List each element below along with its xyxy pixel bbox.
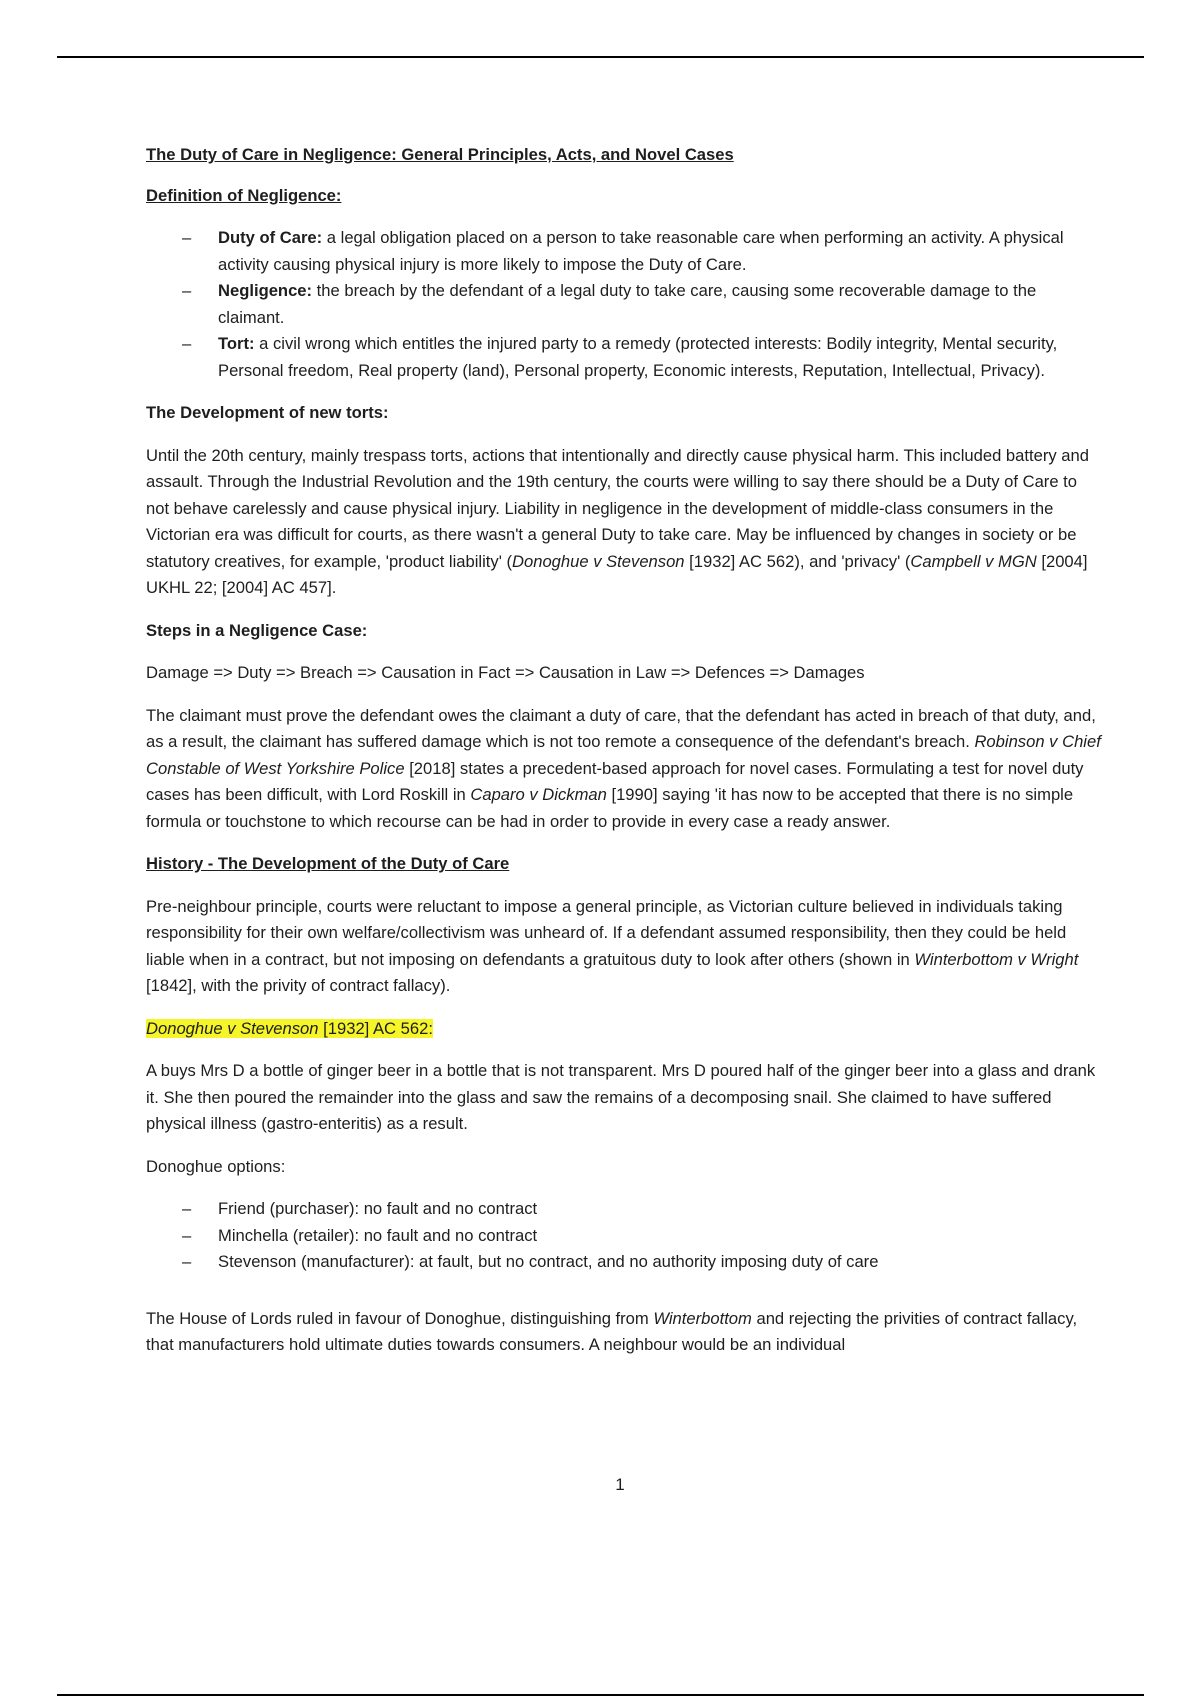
development-heading: The Development of new torts: (146, 403, 389, 422)
text-run: Pre-neighbour principle, courts were reluctant to impose a general principle, as Victorian culture believed in individuals taking responsibility for their own welfare/collectivism was unheard of. If a defendant assumed responsibility, then they could be held liable when in a contract, but not imposing on defendants a gratuitous duty to look after others (shown in (146, 896, 1067, 969)
case-citation: [1932] AC 562: (318, 1018, 433, 1038)
dash-bullet: – (182, 281, 192, 300)
development-paragraph (146, 443, 1101, 602)
definition-term: Tort: (218, 334, 255, 353)
options-heading: Donoghue options: (146, 1156, 286, 1176)
option-text: Stevenson (manufacturer): at fault, but no contract, and no authority imposing duty of care (218, 1252, 879, 1271)
dash-bullet: – (182, 334, 192, 353)
list-item (146, 1196, 1101, 1223)
dash-bullet: – (182, 1225, 192, 1245)
text-run: [2004] UKHL 22; [2004] AC 457]. (146, 551, 1088, 597)
page-number: 1 (615, 1475, 625, 1494)
text-run: and rejecting the privities of contract fallacy, that manufacturers hold ultimate duties towards consumers. A neighbour would be an individual (146, 1308, 1078, 1354)
steps-heading: Steps in a Negligence Case: (146, 620, 368, 640)
definition-term: Negligence: (218, 281, 313, 300)
header-rule (57, 56, 1144, 58)
definition-text: a civil wrong which entitles the injured party to a remedy (protected interests: Bodily integrity, Mental security, Personal freedom, Real property (land), Personal property, Economic interests, Reputation, Intellectual, Privacy). (218, 334, 1058, 380)
options-list (146, 1196, 1101, 1276)
definition-text: a legal obligation placed on a person to take reasonable care when performing an activity. A physical activity causing physical injury is more likely to impose the Duty of Care. (218, 228, 1064, 274)
dash-bullet: – (182, 228, 192, 247)
document-body (146, 142, 1101, 1375)
history-paragraph (146, 894, 1101, 1000)
case-name: Campbell v MGN (910, 551, 1037, 571)
definition-text: the breach by the defendant of a legal duty to take care, causing some recoverable damage to the claimant. (218, 281, 1037, 327)
footer-rule (57, 1694, 1144, 1696)
option-text: Friend (purchaser): no fault and no contract (218, 1199, 538, 1218)
dash-bullet: – (182, 1199, 192, 1218)
definition-heading: Definition of Negligence: (146, 185, 342, 205)
text-run: [1842], with the privity of contract fallacy). (146, 976, 451, 995)
facts-paragraph: A buys Mrs D a bottle of ginger beer in a bottle that is not transparent. Mrs D poured half of the ginger beer into a glass and drank it. She then poured the remainder into the glass and saw the remains of a decomposing snail. She claimed to have suffered physical illness (gastro-enteritis) as a result. (146, 1061, 1096, 1133)
text-run: [1990] saying 'it has now to be accepted that there is no simple formula or touchstone to which recourse can be had in order to provide in every case a ready answer. (146, 785, 1074, 831)
claimant-paragraph (146, 703, 1101, 836)
text-run: [1932] AC 562), and 'privacy' ( (684, 551, 911, 571)
case-name: Caparo v Dickman (470, 785, 607, 804)
list-item (146, 225, 1101, 278)
donoghue-heading (146, 1016, 1101, 1043)
ruling-paragraph (146, 1306, 1101, 1359)
list-item (146, 1249, 1101, 1276)
history-heading: History - The Development of the Duty of Care (146, 854, 510, 873)
steps-line: Damage => Duty => Breach => Causation in Fact => Causation in Law => Defences => Damages (146, 663, 865, 682)
option-text: Minchella (retailer): no fault and no contract (218, 1225, 538, 1245)
case-name: Donoghue v Stevenson (512, 551, 685, 571)
case-name: Winterbottom v Wright (914, 949, 1079, 969)
text-run: The House of Lords ruled in favour of Donoghue, distinguishing from (146, 1308, 654, 1328)
list-item (146, 331, 1101, 384)
text-run: The claimant must prove the defendant owes the claimant a duty of care, that the defendant has acted in breach of that duty, and, as a result, the claimant has suffered damage which is not too remote a consequence of the defendant's breach. (146, 705, 1096, 751)
case-name: Donoghue v Stevenson (146, 1018, 319, 1038)
highlighted-case-heading (146, 1019, 433, 1038)
case-name: Winterbottom (653, 1308, 752, 1328)
definitions-list (146, 225, 1101, 384)
list-item (146, 278, 1101, 331)
document-title: The Duty of Care in Negligence: General Principles, Acts, and Novel Cases (146, 145, 734, 164)
case-name: Robinson v Chief Constable of West Yorkshire Police (146, 732, 1101, 778)
definition-term: Duty of Care: (218, 228, 323, 247)
text-run: [2018] states a precedent-based approach for novel cases. Formulating a test for novel duty cases has been difficult, with Lord Roskill in (146, 758, 1084, 804)
text-run: Until the 20th century, mainly trespass torts, actions that intentionally and directly cause physical harm. This included battery and assault. Through the Industrial Revolution and the 19th century, the courts were willing to say there should be a Duty of Care to not behave carelessly and cause physical injury. Liability in negligence in the development of middle-class consumers in the Victorian era was difficult for courts, as there wasn't a general Duty to take care. May be influenced by changes in society or be statutory creatives, for example, 'product liability' ( (146, 445, 1089, 571)
list-item (146, 1223, 1101, 1250)
dash-bullet: – (182, 1252, 192, 1271)
